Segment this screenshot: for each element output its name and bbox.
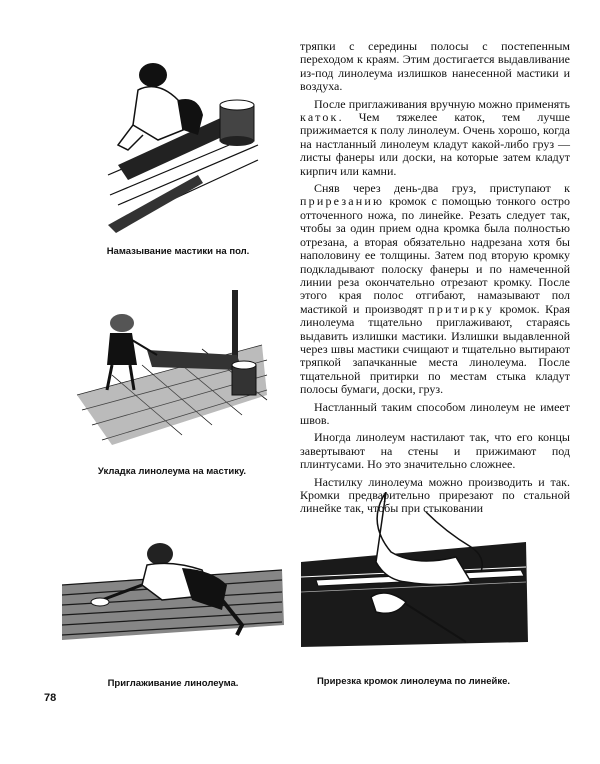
paragraph [300, 40, 570, 94]
figure-laying-linoleum [72, 285, 272, 450]
emphasized-term: прирезанию [300, 194, 385, 209]
emphasized-term: притирку [428, 301, 495, 316]
paragraph [300, 182, 570, 397]
caption-fig1: Намазывание мастики на пол. [106, 246, 250, 257]
paragraph [300, 401, 570, 428]
figure-applying-mastic [88, 55, 268, 235]
paragraph [300, 98, 570, 178]
text-run: . Чем тяжелее каток, тем лучше прижимается к полу линолеум. Очень хорошо, когда на настланный линолеум кладут какой-либо груз — листы фанеры или доски, на которые затем кладут кирпич или камни. [300, 110, 570, 178]
text-run: Иногда линолеум настилают так, что его концы завертывают на стены и прижимают под плинтусами. Но это значительно сложнее. [300, 430, 570, 472]
text-run: Настланный таким способом линолеум не имеет швов. [300, 399, 570, 427]
text-run: кромок с помощью тонкого остро отточенного ножа, по линейке. Резать следует так, чтобы за один прием одна кромка была полностью отрезана, а вторая обязательно надрезана хотя бы наполовину ее толщины. Затем под вторую кромку подкладывают полоску фанеры и по намеченной линии реза окончательно отрезают кромку. После этого края полос отгибают, намазывают пол мастикой и производят [300, 194, 570, 316]
page-number: 78 [44, 692, 57, 704]
text-run: Сняв через день-два груз, приступают к [314, 181, 570, 196]
paragraph [300, 431, 570, 471]
main-text [300, 40, 570, 520]
figure-smoothing-linoleum [62, 540, 284, 650]
text-run: кромок. Края линолеума тщательно приглаживают, стараясь выдавить излишки мастики. Излишки выдавленной через швы мастики счищают и тщательно вытирают тряпкой запачканные места линолеума. После тщательной притирки по местам стыка кладут полосы бумаги, доски, груз. [300, 301, 571, 397]
text-run: Настилку линолеума можно производить и так. Кромки предварительно прирезают по стальной линейке так, чтобы при стыковании [300, 474, 570, 516]
caption-fig2: Укладка линолеума на мастику. [97, 466, 247, 477]
caption-fig3: Приглаживание линолеума. [107, 678, 239, 689]
text-run: тряпки с середины полосы с постепенным переходом к краям. Этим достигается выдавливание из-под линолеума излишков нанесенной мастики и воздуха. [300, 39, 570, 94]
emphasized-term: каток [300, 110, 339, 125]
paragraph [300, 476, 570, 516]
text-run: После приглаживания вручную можно применять [314, 96, 570, 111]
caption-fig4: Прирезка кромок линолеума по линейке. [316, 676, 511, 687]
